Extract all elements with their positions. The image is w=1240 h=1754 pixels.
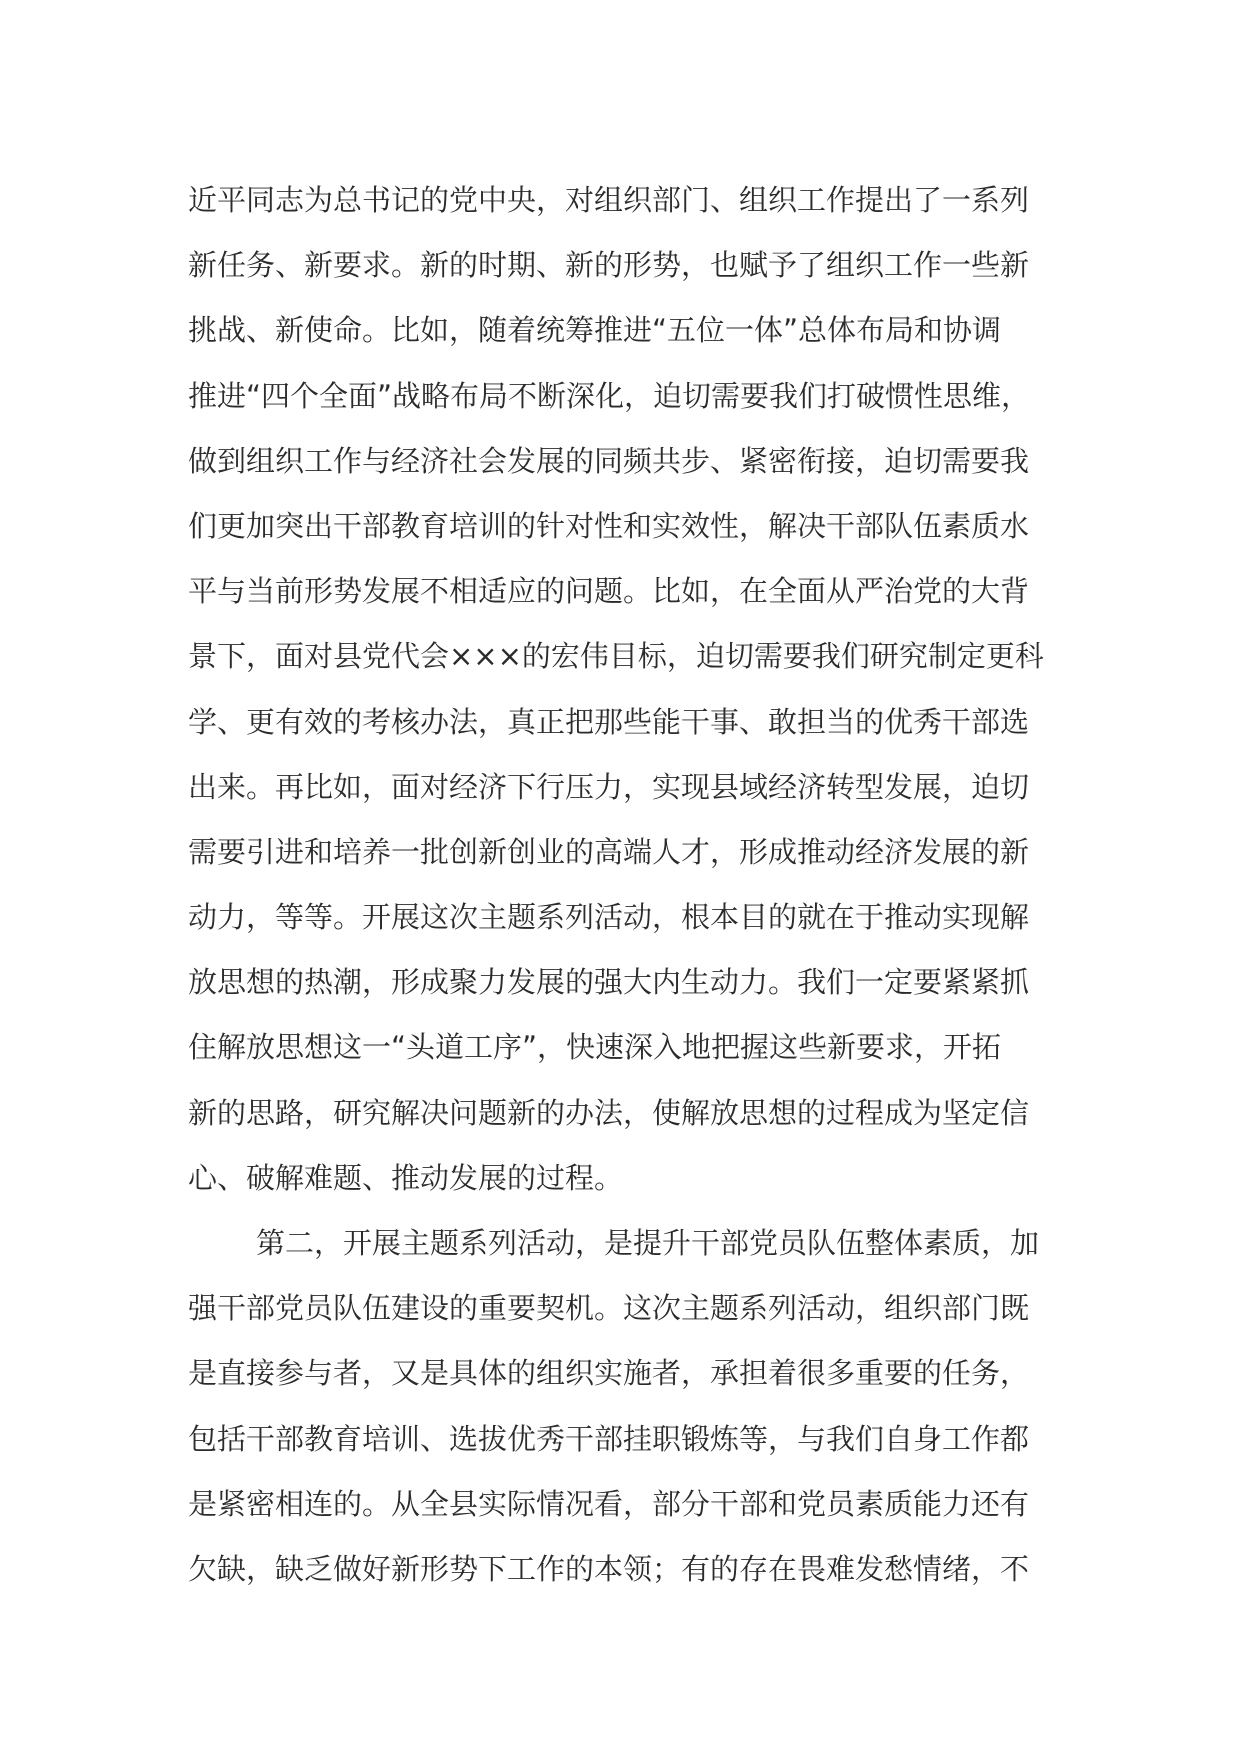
text-line: 新任务、新要求。新的时期、新的形势，也赋予了组织工作一些新 [188,248,1030,283]
text-line: 学、更有效的考核办法，真正把那些能干事、敢担当的优秀干部选 [188,704,1030,739]
text-line: 平与当前形势发展不相适应的问题。比如，在全面从严治党的大背 [188,574,1030,609]
text-line: 欠缺，缺乏做好新形势下工作的本领；有的存在畏难发愁情绪，不 [188,1551,1030,1586]
text-line: 做到组织工作与经济社会发展的同频共步、紧密衔接，迫切需要我 [188,443,1030,478]
text-line: 心、破解难题、推动发展的过程。 [188,1160,624,1195]
text-line: 景下，面对县党代会×××的宏伟目标，迫切需要我们研究制定更科 [188,639,1044,674]
text-line: 强干部党员队伍建设的重要契机。这次主题系列活动，组织部门既 [188,1291,1030,1326]
text-line: 包括干部教育培训、选拔优秀干部挂职锻炼等，与我们自身工作都 [188,1421,1030,1456]
text-line: 放思想的热潮，形成聚力发展的强大内生动力。我们一定要紧紧抓 [188,965,1030,1000]
text-line: 们更加突出干部教育培训的针对性和实效性，解决干部队伍素质水 [188,508,1030,543]
text-line: 动力，等等。开展这次主题系列活动，根本目的就在于推动实现解 [188,900,1030,935]
text-line: 住解放思想这一“头道工序”，快速深入地把握这些新要求，开拓 [188,1030,1002,1065]
text-line: 出来。再比如，面对经济下行压力，实现县域经济转型发展，迫切 [188,769,1030,804]
text-line: 近平同志为总书记的党中央，对组织部门、组织工作提出了一系列 [188,183,1030,217]
text-line: 挑战、新使命。比如，随着统筹推进“五位一体”总体布局和协调 [188,313,1002,348]
text-line: 推进“四个全面”战略布局不断深化，迫切需要我们打破惯性思维， [188,378,1031,413]
paragraph-start-line: 第二，开展主题系列活动，是提升干部党员队伍整体素质，加 [256,1226,1040,1260]
text-line: 是紧密相连的。从全县实际情况看，部分干部和党员素质能力还有 [188,1486,1030,1521]
body-text [188,168,1068,1602]
text-line: 需要引进和培养一批创新创业的高端人才，形成推动经济发展的新 [188,834,1030,869]
text-line: 是直接参与者，又是具体的组织实施者，承担着很多重要的任务， [188,1356,1030,1391]
text-line: 新的思路，研究解决问题新的办法，使解放思想的过程成为坚定信 [188,1095,1030,1130]
